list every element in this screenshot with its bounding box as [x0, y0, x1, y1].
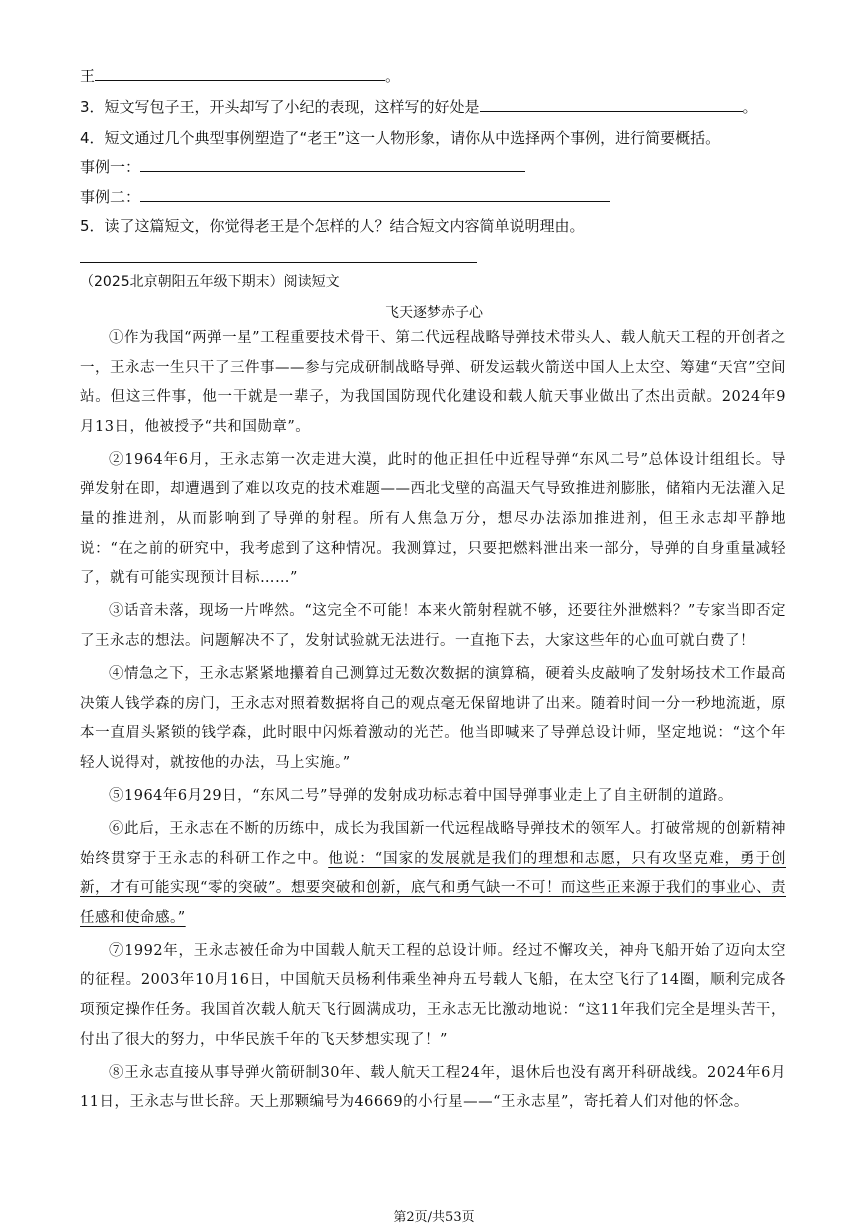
paragraph-5: ⑤1964年6月29日，“东风二号”导弹的发射成功标志着中国导弹事业走上了自主研制的道路。 [109, 787, 733, 804]
example-one [80, 157, 525, 177]
answer-blank-q3[interactable] [480, 97, 743, 112]
question-4: 4．短文通过几个典型事例塑造了“老王”这一人物形象，请你从中选择两个事例，进行简要概括。 [80, 129, 721, 147]
answer-blank-example-1[interactable] [140, 157, 525, 172]
page-footer: 第2页/共53页 [393, 1210, 475, 1225]
example-two [80, 187, 610, 207]
example-two-label: 事例二： [80, 188, 141, 206]
paragraph-1: ①作为我国“两弹一星”工程重要技术骨干、第二代远程战略导弹技术带头人、载人航天工程的开创者之一，王永志一生只干了三件事——参与完成研制战略导弹、研发运载火箭送中国人上太空、筹建“天宫”空间站。但这三件事，他一干就是一辈子，为我国国防现代化建设和载人航天事业做出了杰出贡献。2024年9月13日，他被授予“共和国勋章”。 [80, 330, 786, 435]
article-body [80, 324, 786, 1121]
answer-blank-q2[interactable] [95, 66, 385, 81]
question-2-tail-text: 王 [80, 67, 96, 85]
question-2-tail [80, 66, 400, 86]
source-note: （2025北京朝阳五年级下期末）阅读短文 [80, 274, 340, 290]
question-3 [80, 97, 758, 117]
question-5: 5．读了这篇短文，你觉得老王是个怎样的人？结合短文内容简单说明理由。 [80, 217, 585, 235]
example-one-label: 事例一： [80, 158, 141, 176]
question-2-end: 。 [385, 67, 401, 85]
paragraph-8: ⑧王永志直接从事导弹火箭研制30年、载人航天工程24年，退休后也没有离开科研战线。2024年6月11日，王永志与世长辞。天上那颗编号为46669的小行星——“王永志星”，寄托着人们对他的怀念。 [80, 1064, 786, 1111]
paragraph-4: ④情急之下，王永志紧紧地攥着自己测算过无数次数据的演算稿，硬着头皮敲响了发射场技术工作最高决策人钱学森的房门，王永志对照着数据将自己的观点毫无保留地讲了出来。随着时间一分一秒地流逝，原本一直眉头紧锁的钱学森，此时眼中闪烁着激动的光芒。他当即喊来了导弹总设计师，坚定地说：“这个年轻人说得对，就按他的办法，马上实施。” [80, 666, 786, 771]
question-3-end: 。 [742, 98, 758, 116]
paragraph-6-lead: ⑥此后，王永志在不断的历练中，成长为我国新一代远程战略导弹技术的领军人。打破常规的创新精神始终贯穿于王永志的科研工作之中。 [80, 821, 786, 867]
paragraph-3: ③话音未落，现场一片哗然。“这完全不可能！本来火箭射程就不够，还要往外泄燃料？”专家当即否定了王永志的想法。问题解决不了，发射试验就无法进行。一直拖下去，大家这些年的心血可就白费了！ [80, 603, 786, 649]
paragraph-2: ②1964年6月，王永志第一次走进大漠，此时的他正担任中近程导弹“东风二号”总体设计组组长。导弹发射在即，却遭遇到了难以攻克的技术难题——西北戈壁的高温天气导致推进剂膨胀，储箱内无法灌入足量的推进剂，从而影响到了导弹的射程。所有人焦急万分，想尽办法添加推进剂，但王永志却平静地说：“在之前的研究中，我考虑到了这种情况。我测算过，只要把燃料泄出来一部分，导弹的自身重量减轻了，就有可能实现预计目标……” [80, 451, 786, 587]
question-3-text: 3．短文写包子王，开头却写了小纪的表现，这样写的好处是 [80, 98, 480, 116]
answer-blank-q5[interactable] [80, 262, 477, 263]
underlined-quote: 他说：“国家的发展就是我们的理想和志愿，只有攻坚克难，勇于创新，才有可能实现“零的突破”。想要突破和创新，底气和勇气缺一不可！而这些正来源于我们的事业心、责任感和使命感。” [80, 850, 787, 926]
answer-blank-example-2[interactable] [140, 187, 610, 202]
paragraph-6 [80, 815, 786, 933]
article-title: 飞天逐梦赤子心 [385, 305, 483, 321]
paragraph-7: ⑦1992年，王永志被任命为中国载人航天工程的总设计师。经过不懈攻关，神舟飞船开始了迈向太空的征程。2003年10月16日，中国航天员杨利伟乘坐神舟五号载人飞船，在太空飞行了14圈，顺利完成各项预定操作任务。我国首次载人航天飞行圆满成功，王永志无比激动地说：“这11年我们完全是埋头苦干，付出了很大的努力，中华民族千年的飞天梦想实现了！” [80, 942, 786, 1048]
